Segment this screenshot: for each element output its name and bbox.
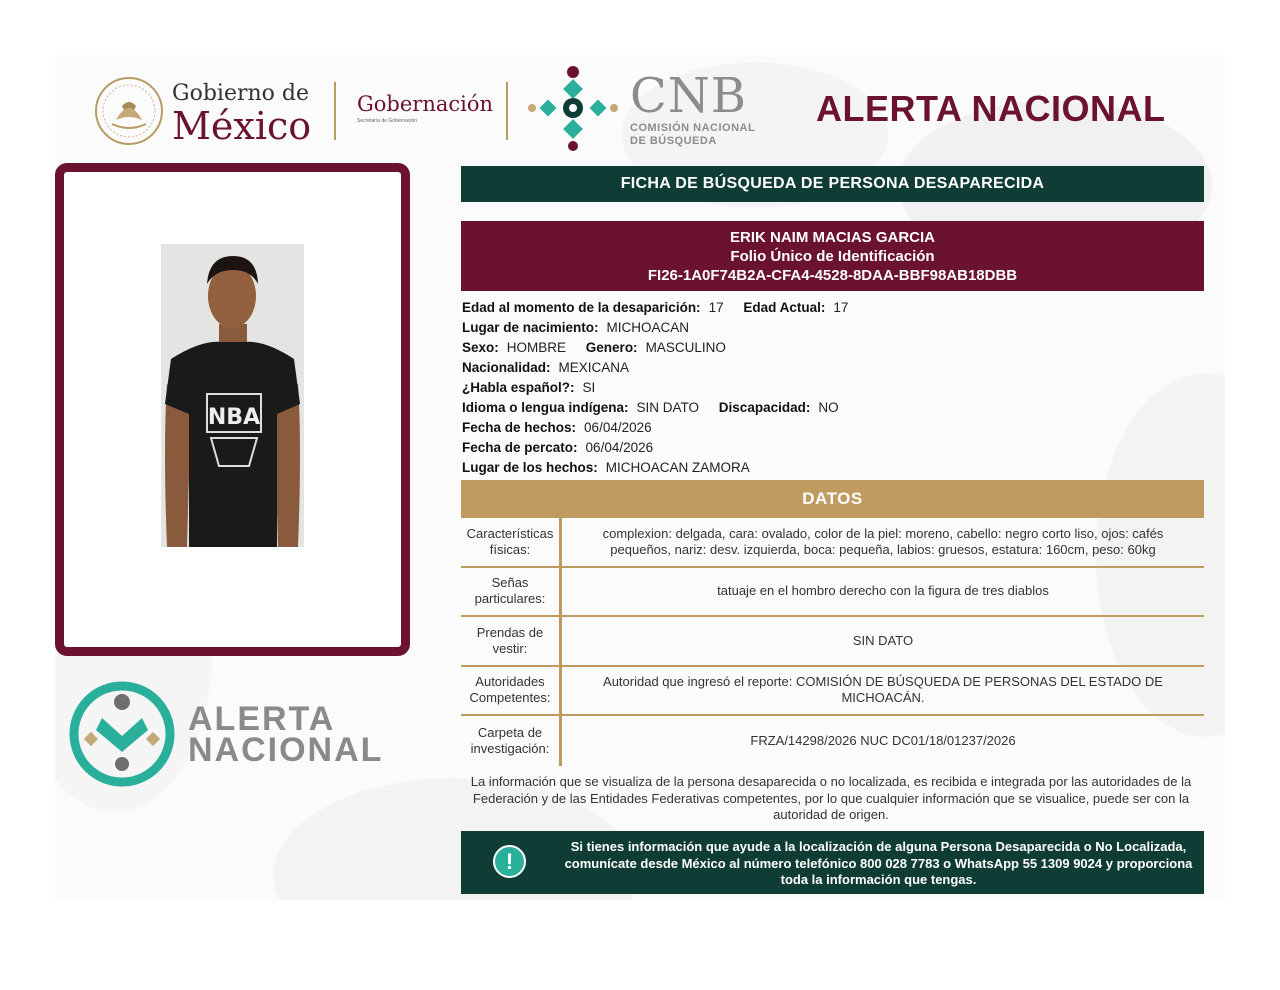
shirt-text: NBA	[207, 405, 261, 430]
detail-value: MICHOACAN	[606, 320, 690, 335]
detail-value: 06/04/2026	[585, 440, 654, 455]
folio-label: Folio Único de Identificación	[730, 248, 935, 265]
datos-table	[461, 518, 1204, 766]
table-value: tatuaje en el hombro derecho con la figura de tres diablos	[717, 583, 1049, 599]
table-key: Prendas de vestir:	[461, 617, 562, 665]
detail-label: Fecha de hechos:	[462, 420, 577, 435]
table-row	[461, 716, 1204, 766]
gobierno-line2: México	[172, 104, 312, 148]
table-value: complexion: delgada, cara: ovalado, color de la piel: moreno, cabello: negro corto liso, ojos: cafés pequeños, nariz: desv. izquierda, boca: pequeña, labios: gruesos, estatura: 160cm, peso: 60kg	[602, 525, 1164, 557]
detail-value: MASCULINO	[645, 340, 726, 355]
cnb-logo-icon	[526, 62, 620, 156]
table-row	[461, 568, 1204, 618]
detail-label: Edad al momento de la desaparición:	[462, 300, 701, 315]
detail-value: 17	[833, 300, 849, 315]
detail-label: Idioma o lengua indígena:	[462, 400, 629, 415]
detail-row	[462, 358, 1202, 378]
ficha-title-bar: FICHA DE BÚSQUEDA DE PERSONA DESAPARECIDA	[461, 166, 1204, 202]
detail-row	[462, 438, 1202, 458]
cnb-name-line2: DE BÚSQUEDA	[630, 135, 717, 147]
contact-text: Si tienes información que ayude a la localización de alguna Persona Desaparecida o No Localizada, comunícate desde México al número telefónico 800 028 7783 o WhatsApp 55 1309 9024 y proporciona toda la información que tengas.	[564, 839, 1193, 887]
detail-row	[462, 338, 1202, 358]
datos-title-bar: DATOS	[461, 480, 1204, 518]
table-row	[461, 667, 1204, 717]
detail-label: Genero:	[585, 340, 638, 355]
detail-row	[462, 398, 1202, 418]
table-value: FRZA/14298/2026 NUC DC01/18/01237/2026	[750, 732, 1016, 748]
alerta-word: ALERTA	[188, 700, 336, 738]
gobierno-de-mexico-wordmark	[172, 82, 332, 146]
table-key: Señas particulares:	[461, 568, 562, 616]
detail-value: SI	[582, 380, 596, 395]
detail-row	[462, 458, 1202, 478]
detail-label: Nacionalidad:	[462, 360, 551, 375]
detail-value: MEXICANA	[558, 360, 630, 375]
cnb-name-line1: COMISIÓN NACIONAL	[630, 122, 756, 134]
header-divider	[506, 82, 508, 140]
detail-value: HOMBRE	[506, 340, 567, 355]
contact-bar	[461, 831, 1204, 894]
exclamation-icon: !	[493, 845, 526, 878]
alerta-nacional-title: ALERTA NACIONAL	[816, 88, 1166, 129]
detail-row	[462, 418, 1202, 438]
cnb-acronym: CNB	[630, 68, 747, 124]
gobernacion-title: Gobernación	[357, 92, 494, 116]
detail-value: MICHOACAN ZAMORA	[605, 460, 750, 475]
header-divider	[334, 82, 336, 140]
table-key: Características físicas:	[461, 518, 562, 566]
gobernacion-wordmark	[357, 92, 493, 124]
detail-label: Fecha de percato:	[462, 440, 578, 455]
detail-value: 17	[708, 300, 724, 315]
detail-value: SIN DATO	[636, 400, 700, 415]
alerta-nacional-logo-icon	[68, 680, 176, 788]
person-details	[462, 298, 1202, 478]
detail-label: Lugar de nacimiento:	[462, 320, 599, 335]
gobierno-line1: Gobierno de	[172, 81, 309, 106]
person-name-box	[461, 221, 1204, 291]
person-name: ERIK NAIM MACIAS GARCIA	[730, 229, 935, 246]
gobernacion-subtitle: Secretaría de Gobernación	[357, 118, 418, 124]
detail-row	[462, 378, 1202, 398]
detail-label: Lugar de los hechos:	[462, 460, 598, 475]
mexico-seal-icon	[94, 76, 164, 146]
person-photo	[161, 244, 304, 547]
detail-label: Sexo:	[462, 340, 499, 355]
detail-label: Edad Actual:	[743, 300, 826, 315]
nacional-word: NACIONAL	[188, 731, 384, 769]
alerta-nacional-wordmark	[188, 700, 384, 769]
person-silhouette-icon	[161, 244, 304, 547]
detail-value: NO	[818, 400, 839, 415]
table-row	[461, 617, 1204, 667]
folio-value: FI26-1A0F74B2A-CFA4-4528-8DAA-BBF98AB18DBB	[647, 267, 1018, 284]
detail-value: 06/04/2026	[584, 420, 652, 435]
table-row	[461, 518, 1204, 568]
table-key: Carpeta de investigación:	[461, 716, 562, 766]
detail-row	[462, 298, 1202, 318]
detail-row	[462, 318, 1202, 338]
table-value: SIN DATO	[852, 632, 914, 648]
disclaimer-text: La información que se visualiza de la persona desaparecida o no localizada, es recibida e integrada por las autoridades de la Federación y de las Entidades Federativas competentes, por lo que cualquier información que se visualice, puede ser con la autoridad de origen.	[470, 774, 1192, 822]
detail-label: Discapacidad:	[718, 400, 811, 415]
table-value: Autoridad que ingresó el reporte: COMISIÓN DE BÚSQUEDA DE PERSONAS DEL ESTADO DE MICHOACÁN.	[603, 674, 1163, 706]
cnb-wordmark	[630, 70, 755, 148]
table-key: Autoridades Competentes:	[461, 667, 562, 715]
detail-label: ¿Habla español?:	[462, 380, 575, 395]
